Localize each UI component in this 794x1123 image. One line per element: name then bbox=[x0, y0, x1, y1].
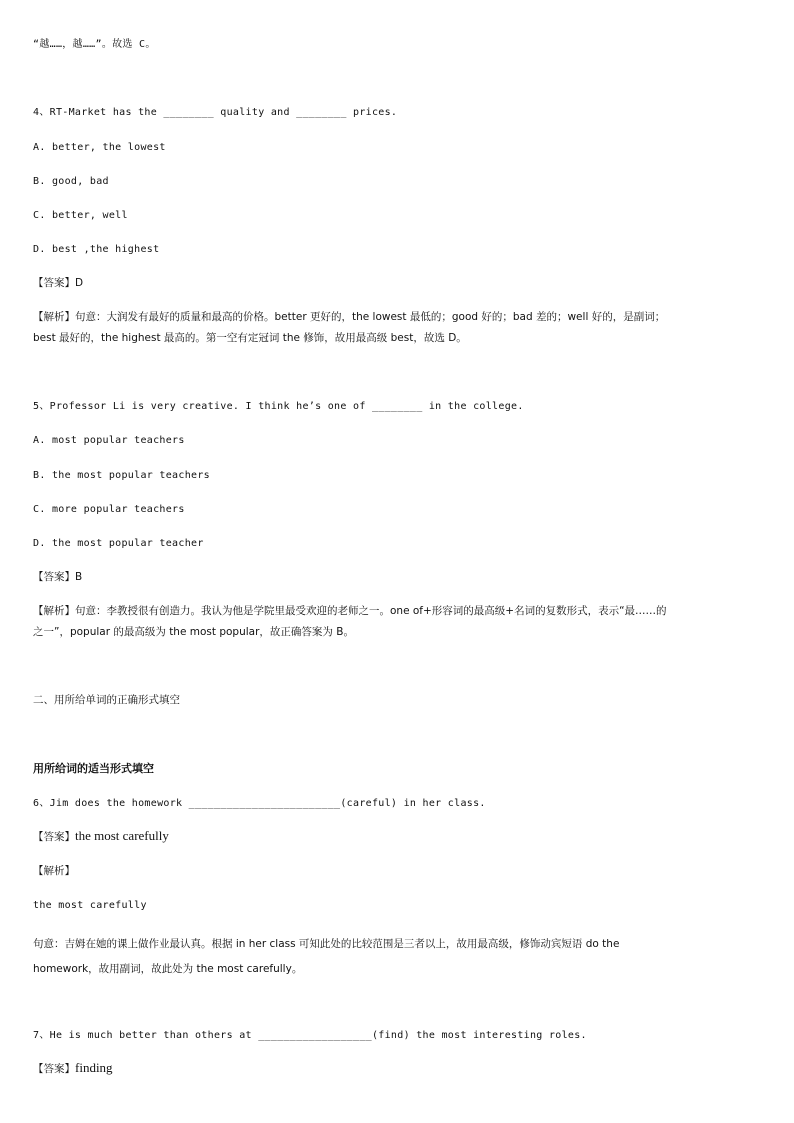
question-5-option-c: C. more popular teachers bbox=[33, 504, 185, 515]
question-4-analysis-line-2: best 最好的，the highest 最高的。第一空有定冠词 the 修饰，故用最高级 best，故选 D。 bbox=[33, 332, 467, 344]
question-6-stem: 6、Jim does the homework ________________________(careful) in her class. bbox=[33, 798, 486, 809]
answer-label: 【答案】 bbox=[33, 1063, 75, 1075]
question-5-analysis-line-2: 之一”，popular 的最高级为 the most popular，故正确答案为 B。 bbox=[33, 626, 354, 638]
question-4-option-a: A. better, the lowest bbox=[33, 142, 166, 153]
question-4-option-b: B. good, bad bbox=[33, 176, 109, 187]
previous-analysis-tail: “越……，越……”。故选 C。 bbox=[33, 39, 156, 50]
question-4-option-c: C. better, well bbox=[33, 210, 128, 221]
question-4-analysis-line-1: 【解析】句意：大润发有最好的质量和最高的价格。better 更好的，the lowest 最低的；good 好的；bad 差的；well 好的，是副词； bbox=[33, 311, 666, 323]
question-6-analysis-label: 【解析】 bbox=[33, 865, 75, 877]
question-4-option-d: D. best ,the highest bbox=[33, 244, 160, 255]
question-5-option-b: B. the most popular teachers bbox=[33, 470, 210, 481]
question-6-answer bbox=[33, 829, 169, 844]
question-6-analysis-answer: the most carefully bbox=[33, 900, 147, 911]
question-6-analysis-line-2: homework，故用副词，故此处为 the most carefully。 bbox=[33, 963, 303, 975]
answer-value: finding bbox=[75, 1060, 113, 1075]
question-5-analysis-line-1: 【解析】句意：李教授很有创造力。我认为他是学院里最受欢迎的老师之一。one of+形容词的最高级+名词的复数形式，表示“最……的 bbox=[33, 605, 667, 617]
question-5-answer: 【答案】B bbox=[33, 571, 83, 583]
question-5-option-d: D. the most popular teacher bbox=[33, 538, 204, 549]
question-4-answer: 【答案】D bbox=[33, 277, 84, 289]
question-5-stem: 5、Professor Li is very creative. I think he’s one of ________ in the college. bbox=[33, 401, 524, 412]
question-7-stem: 7、He is much better than others at __________________(find) the most interesting roles. bbox=[33, 1030, 587, 1041]
question-7-answer bbox=[33, 1061, 113, 1076]
answer-value: the most carefully bbox=[75, 828, 169, 843]
sub-section-title: 用所给词的适当形式填空 bbox=[33, 762, 154, 775]
section-2-title: 二、用所给单词的正确形式填空 bbox=[33, 694, 180, 706]
question-4-stem: 4、RT-Market has the ________ quality and ________ prices. bbox=[33, 107, 398, 118]
question-6-analysis-line-1: 句意：吉姆在她的课上做作业最认真。根据 in her class 可知此处的比较范围是三者以上，故用最高级，修饰动宾短语 do the bbox=[33, 938, 620, 950]
question-5-option-a: A. most popular teachers bbox=[33, 435, 185, 446]
answer-label: 【答案】 bbox=[33, 831, 75, 843]
